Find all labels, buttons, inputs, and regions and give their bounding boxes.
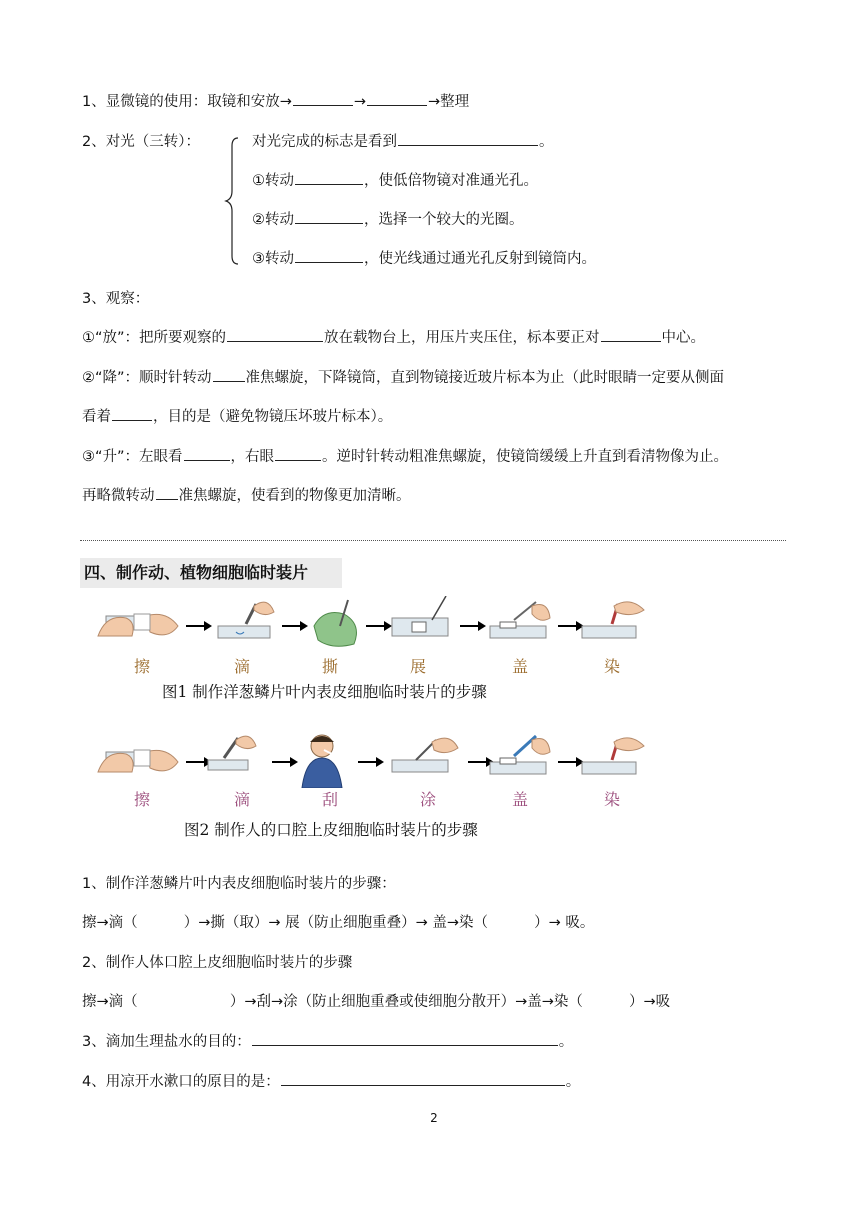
fig1-step-drop-image: [218, 602, 274, 638]
fig1-step-label: 滴: [233, 657, 250, 676]
answer-blank-4[interactable]: [281, 1071, 565, 1086]
line-observe-title: 3、观察：: [82, 291, 150, 307]
blank-13[interactable]: [156, 485, 178, 500]
fig2-step-cover-image: [490, 736, 550, 774]
fig1-step-label: 染: [603, 657, 620, 676]
blank-7[interactable]: [227, 327, 323, 342]
question-4: 4、用凉开水漱口的原目的是： 。: [82, 1070, 580, 1091]
blank-6[interactable]: [295, 248, 363, 263]
fig1-step-cover-image: [490, 602, 550, 638]
line-sheng: ③“升”：左眼看 ，右眼 。逆时针转动粗准焦螺旋，使镜筒缓缓上升直到看清物像为止。: [82, 445, 728, 466]
fig1-step-label: 撕: [321, 657, 338, 676]
figure-1-illustration: [96, 596, 656, 656]
figure-2-illustration: [96, 730, 656, 788]
fig2-step-wipe-image: [98, 750, 178, 772]
blank-5[interactable]: [295, 209, 363, 224]
blank-12[interactable]: [275, 446, 321, 461]
fig1-step-spread-image: [392, 596, 448, 636]
blank-3[interactable]: [398, 131, 538, 146]
page-number: 2: [430, 1111, 438, 1125]
blank-4[interactable]: [295, 170, 363, 185]
line-light-step3: ③转动 ，使光线通过通光孔反射到镜筒内。: [252, 247, 596, 268]
fig2-step-smear-image: [392, 738, 458, 772]
question-1: 1、制作洋葱鳞片叶内表皮细胞临时装片的步骤：: [82, 876, 396, 892]
line-light-step1: ①转动 ，使低倍物镜对准通光孔。: [252, 169, 538, 190]
answer-1: 擦→滴（ ）→撕（取）→ 展（防止细胞重叠）→ 盖→染（ ）→ 吸。: [82, 915, 595, 931]
answer-blank-3[interactable]: [252, 1031, 558, 1046]
fig2-step-label: 涂: [419, 790, 436, 809]
line-jiang: ②“降”：顺时针转动 准焦螺旋，下降镜筒，直到物镜接近玻片标本为止（此时眼睛一定要从侧面: [82, 366, 724, 387]
fig2-step-drop-image: [208, 736, 256, 770]
fig2-step-label: 盖: [511, 790, 528, 809]
blank-8[interactable]: [601, 327, 661, 342]
question-2: 2、制作人体口腔上皮细胞临时装片的步骤: [82, 955, 353, 971]
fig2-step-label: 刮: [321, 790, 338, 809]
blank-1[interactable]: [293, 91, 353, 106]
answer-2: 擦→滴（ ）→刮→涂（防止细胞重叠或使细胞分散开）→盖→染（ ）→吸: [82, 994, 671, 1010]
fig2-step-label: 染: [603, 790, 620, 809]
question-3: 3、滴加生理盐水的目的： 。: [82, 1030, 573, 1051]
fig1-step-tear-image: [314, 600, 356, 646]
curly-brace: [224, 136, 240, 266]
blank-11[interactable]: [184, 446, 230, 461]
fig1-step-label: 擦: [133, 657, 150, 676]
fig2-step-label: 滴: [233, 790, 250, 809]
line-light-step2: ②转动 ，选择一个较大的光圈。: [252, 208, 524, 229]
line-light-sign: 对光完成的标志是看到 。: [252, 130, 554, 151]
line-jiang-2: 看着 ，目的是（避免物镜压坏玻片标本）。: [82, 405, 392, 426]
fig1-step-label: 盖: [511, 657, 528, 676]
line-fang: ①“放”：把所要观察的 放在载物台上，用压片夹压住，标本要正对 中心。: [82, 326, 705, 347]
fig2-step-stain-image: [582, 738, 644, 774]
line-sheng-2: 再略微转动 准焦螺旋，使看到的物像更加清晰。: [82, 484, 411, 505]
figure-1-caption: 图1 制作洋葱鳞片叶内表皮细胞临时装片的步骤: [162, 683, 487, 701]
blank-9[interactable]: [213, 367, 245, 382]
fig1-step-stain-image: [582, 602, 644, 638]
blank-2[interactable]: [367, 91, 427, 106]
fig2-step-label: 擦: [133, 790, 150, 809]
figure-2-caption: 图2 制作人的口腔上皮细胞临时装片的步骤: [184, 821, 478, 839]
fig1-step-label: 展: [409, 657, 426, 676]
section-heading: 四、制作动、植物细胞临时装片: [80, 558, 342, 588]
blank-10[interactable]: [112, 406, 152, 421]
fig2-step-scrape-image: [302, 735, 342, 788]
line-light-label: 2、对光（三转）：: [82, 134, 200, 150]
fig1-step-wipe-image: [98, 614, 178, 636]
line-microscope-use: 1、显微镜的使用：取镜和安放→ → →整理: [82, 90, 469, 111]
dotted-separator: [80, 540, 786, 541]
